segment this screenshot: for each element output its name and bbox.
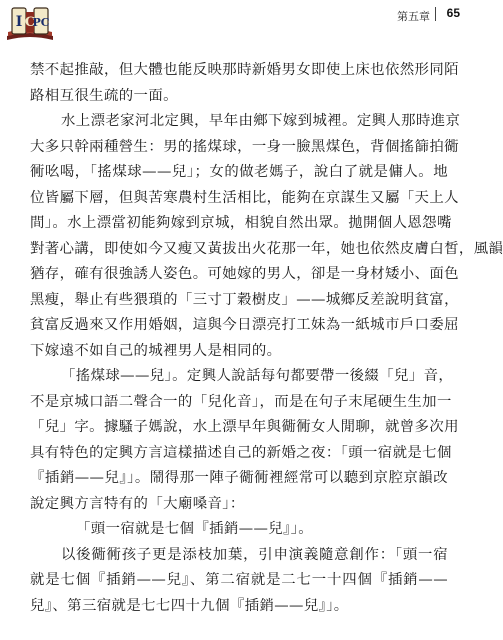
icpc-logo [4,2,56,46]
text-line: 位皆屬下層，但與苦寒農村生活相比，能夠在京謀生又屬「天上人 [30,189,459,206]
text-line: 『插銷——兒』」。鬧得那一陣子衚衕裡經常可以聽到京腔京韻改 [30,470,448,486]
text-line: 說定興方言特有的「大廟嗓音」： [30,495,245,512]
text-line: 不是京城口語二聲合一的「兒化音」，而是在句子末尾硬生生加一 [30,393,452,410]
text-line: 大多只幹兩種營生：男的搖煤球，一身一臉黑煤色，背個搖篩拍衚 [30,138,459,155]
svg-text:I: I [15,14,23,30]
text-line: 貧富反過來又作用婚姻，這與今日漂亮打工妹為一紙城市戶口委屈 [30,317,459,333]
text-line: 「搖煤球——兒」。定興人說話每句都要帶一後綴「兒」音， [61,368,454,384]
text-line: 間」。水上漂當初能夠嫁到京城，相貌自然出眾。拋開個人恩怨嘴 [30,215,452,231]
svg-text:C: C [24,15,36,30]
text-line: 下嫁遠不如自己的城裡男人是相同的。 [30,342,282,359]
text-line: 「頭一宿就是七個『插銷——兒』」。 [76,521,314,537]
chapter-label: 第五章 [397,10,430,23]
page-number: 65 [446,6,460,20]
svg-text:PC: PC [32,16,50,29]
header-divider [435,7,436,21]
text-line: 黑瘦，舉止有些猥瑣的「三寸丁穀樹皮」——城鄉反差說明貧富， [30,291,459,308]
text-line: 衕吆喝，「搖煤球——兒」；女的做老媽子，說白了就是傭人。地 [30,164,448,180]
text-line: 路相互很生疏的一面。 [30,87,178,104]
text-line: 兒』、第三宿就是七七四十九個『插銷——兒』」。 [30,597,349,614]
text-line: 猶存，確有很強誘人姿色。可她嫁的男人，卻是一身材矮小、面色 [30,266,459,282]
body-text [30,58,503,619]
text-line: 禁不起推敲，但大體也能反映那時新婚男女即使上床也依然形同陌 [30,62,459,78]
text-line: 對著心講，即使如今又瘦又黃拔出火花那一年，她也依然皮膚白皙，風韻 [30,240,503,257]
text-line: 以後衚衕孩子更是添枝加葉，引申演義隨意創作：「頭一宿 [61,546,448,563]
text-line: 「兒」字。據騷子媽說，水上漂早年與衚衕女人閒聊，就曾多次用 [30,419,459,435]
text-line: 就是七個『插銷——兒』、第二宿就是二七一十四個『插銷—— [30,572,448,588]
text-line: 水上漂老家河北定興，早年由鄉下嫁到城裡。定興人那時進京 [61,113,461,129]
text-line: 具有特色的定興方言這樣描述自己的新婚之夜：「頭一宿就是七個 [30,444,452,461]
